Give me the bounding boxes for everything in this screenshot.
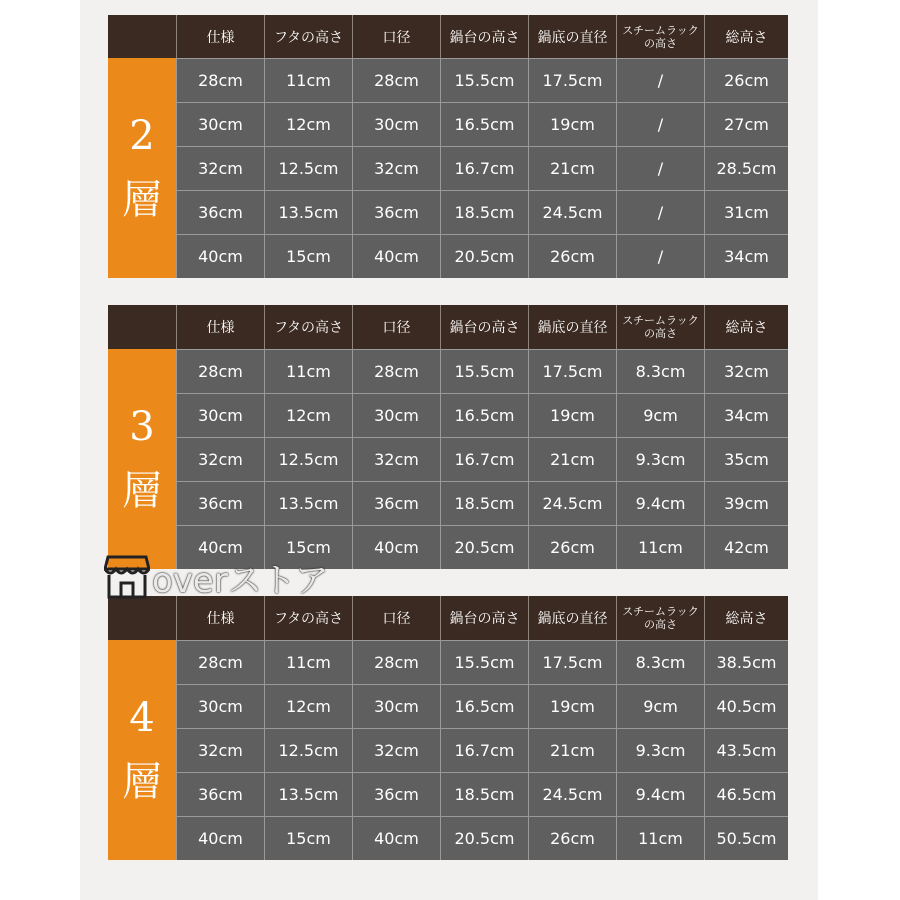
layer-label-char: 3	[129, 404, 155, 450]
column-header	[616, 596, 704, 640]
column-header-line: スチームラック	[622, 23, 699, 37]
table-cell: 31cm	[704, 190, 788, 234]
column-header-line: スチームラック	[622, 605, 699, 618]
table-cell: 15.5cm	[440, 58, 528, 102]
table-cell: 38.5cm	[704, 640, 788, 684]
table-cell: 17.5cm	[528, 640, 616, 684]
table-cell: 9cm	[616, 684, 704, 728]
table-cell: 19cm	[528, 684, 616, 728]
table-cell: 30cm	[352, 684, 440, 728]
shop-watermark	[104, 553, 329, 601]
table-cell: 43.5cm	[704, 728, 788, 772]
table-cell: 19cm	[528, 393, 616, 437]
header-corner	[108, 596, 176, 640]
table-cell: 18.5cm	[440, 190, 528, 234]
table-cell: 9.4cm	[616, 481, 704, 525]
table-cell: 9.4cm	[616, 772, 704, 816]
table-cell: 28cm	[352, 640, 440, 684]
column-header-line: の高さ	[644, 36, 677, 50]
table-cell: 11cm	[264, 640, 352, 684]
column-header: 口径	[352, 596, 440, 640]
table-cell: 36cm	[352, 481, 440, 525]
table-cell: 30cm	[352, 102, 440, 146]
table-cell: 28cm	[352, 58, 440, 102]
table-cell: 11cm	[616, 525, 704, 569]
column-header: 口径	[352, 305, 440, 349]
table-cell: 21cm	[528, 146, 616, 190]
table-cell: 12.5cm	[264, 728, 352, 772]
table-cell: 32cm	[176, 437, 264, 481]
spec-table-3-layer	[108, 305, 790, 569]
table-cell: 12.5cm	[264, 437, 352, 481]
column-header: フタの高さ	[264, 596, 352, 640]
table-cell: 26cm	[704, 58, 788, 102]
layer-label	[108, 58, 176, 278]
table-cell: 32cm	[176, 728, 264, 772]
table-cell: 9.3cm	[616, 728, 704, 772]
table-cell: 34cm	[704, 234, 788, 278]
table-cell: 12cm	[264, 684, 352, 728]
table-cell: 16.7cm	[440, 728, 528, 772]
column-header: 総高さ	[704, 305, 788, 349]
table-cell: 12cm	[264, 102, 352, 146]
column-header: 鍋台の高さ	[440, 15, 528, 58]
column-header: 仕様	[176, 596, 264, 640]
table-cell: 9.3cm	[616, 437, 704, 481]
table-cell: 30cm	[176, 684, 264, 728]
table-cell: 16.5cm	[440, 393, 528, 437]
table-cell: 40cm	[352, 525, 440, 569]
column-header-line: の高さ	[644, 618, 677, 631]
table-cell: /	[616, 190, 704, 234]
table-cell: 32cm	[176, 146, 264, 190]
layer-label-char: 層	[122, 759, 162, 805]
table-cell: 16.7cm	[440, 146, 528, 190]
table-cell: 36cm	[352, 190, 440, 234]
table-cell: /	[616, 102, 704, 146]
table-cell: 11cm	[616, 816, 704, 860]
table-cell: 28cm	[352, 349, 440, 393]
table-cell: 39cm	[704, 481, 788, 525]
column-header: 鍋台の高さ	[440, 305, 528, 349]
table-cell: 8.3cm	[616, 640, 704, 684]
table-cell: 15.5cm	[440, 349, 528, 393]
table-cell: 28.5cm	[704, 146, 788, 190]
table-cell: 36cm	[176, 190, 264, 234]
table-cell: 28cm	[176, 58, 264, 102]
layer-label-char: 層	[122, 468, 162, 514]
table-cell: 34cm	[704, 393, 788, 437]
table-cell: 30cm	[176, 393, 264, 437]
table-cell: 16.5cm	[440, 684, 528, 728]
table-cell: 9cm	[616, 393, 704, 437]
table-cell: 40cm	[176, 525, 264, 569]
table-cell: 21cm	[528, 437, 616, 481]
table-cell: 28cm	[176, 349, 264, 393]
table-cell: /	[616, 58, 704, 102]
table-cell: 11cm	[264, 349, 352, 393]
table-cell: 36cm	[352, 772, 440, 816]
table-cell: 27cm	[704, 102, 788, 146]
table-cell: 32cm	[352, 146, 440, 190]
spec-table-4-layer	[108, 596, 790, 860]
table-cell: 17.5cm	[528, 349, 616, 393]
table-cell: 16.5cm	[440, 102, 528, 146]
table-cell: 20.5cm	[440, 816, 528, 860]
table-cell: 40cm	[352, 234, 440, 278]
column-header: 鍋底の直径	[528, 596, 616, 640]
column-header	[616, 305, 704, 349]
table-cell: 24.5cm	[528, 481, 616, 525]
table-cell: 20.5cm	[440, 234, 528, 278]
table-cell: 46.5cm	[704, 772, 788, 816]
column-header: 鍋底の直径	[528, 15, 616, 58]
column-header: フタの高さ	[264, 15, 352, 58]
table-cell: 30cm	[352, 393, 440, 437]
table-cell: 40.5cm	[704, 684, 788, 728]
layer-label	[108, 349, 176, 569]
table-cell: 20.5cm	[440, 525, 528, 569]
table-cell: 8.3cm	[616, 349, 704, 393]
table-cell: 11cm	[264, 58, 352, 102]
table-cell: 30cm	[176, 102, 264, 146]
column-header-line: スチームラック	[622, 314, 699, 327]
table-cell: 36cm	[176, 772, 264, 816]
column-header: 総高さ	[704, 15, 788, 58]
column-header: 鍋台の高さ	[440, 596, 528, 640]
table-cell: 35cm	[704, 437, 788, 481]
table-cell: 21cm	[528, 728, 616, 772]
table-cell: /	[616, 234, 704, 278]
column-header: 鍋底の直径	[528, 305, 616, 349]
table-cell: 12.5cm	[264, 146, 352, 190]
table-cell: 32cm	[352, 728, 440, 772]
column-header: 仕様	[176, 305, 264, 349]
table-cell: 50.5cm	[704, 816, 788, 860]
column-header-line: の高さ	[644, 327, 677, 340]
column-header: フタの高さ	[264, 305, 352, 349]
table-cell: 36cm	[176, 481, 264, 525]
table-cell: 42cm	[704, 525, 788, 569]
column-header: 総高さ	[704, 596, 788, 640]
table-cell: 26cm	[528, 234, 616, 278]
table-cell: 16.7cm	[440, 437, 528, 481]
spec-table-2-layer	[108, 15, 790, 278]
table-cell: 18.5cm	[440, 481, 528, 525]
table-cell: 32cm	[352, 437, 440, 481]
column-header	[616, 15, 704, 58]
table-cell: 32cm	[704, 349, 788, 393]
table-cell: 15cm	[264, 234, 352, 278]
table-cell: /	[616, 146, 704, 190]
table-cell: 24.5cm	[528, 772, 616, 816]
table-cell: 15.5cm	[440, 640, 528, 684]
layer-label	[108, 640, 176, 860]
table-cell: 40cm	[176, 816, 264, 860]
layer-label-char: 層	[122, 177, 162, 223]
table-cell: 17.5cm	[528, 58, 616, 102]
table-cell: 40cm	[352, 816, 440, 860]
layer-label-char: 2	[129, 113, 155, 159]
table-cell: 15cm	[264, 816, 352, 860]
header-corner	[108, 15, 176, 58]
table-cell: 13.5cm	[264, 772, 352, 816]
table-cell: 26cm	[528, 525, 616, 569]
column-header: 仕様	[176, 15, 264, 58]
table-cell: 15cm	[264, 525, 352, 569]
table-cell: 28cm	[176, 640, 264, 684]
table-cell: 19cm	[528, 102, 616, 146]
header-corner	[108, 305, 176, 349]
table-cell: 13.5cm	[264, 190, 352, 234]
watermark-text: overストア	[152, 560, 329, 601]
layer-label-char: 4	[129, 695, 155, 741]
table-cell: 13.5cm	[264, 481, 352, 525]
table-cell: 40cm	[176, 234, 264, 278]
table-cell: 26cm	[528, 816, 616, 860]
column-header: 口径	[352, 15, 440, 58]
table-cell: 12cm	[264, 393, 352, 437]
storefront-icon	[104, 555, 150, 599]
table-cell: 24.5cm	[528, 190, 616, 234]
table-cell: 18.5cm	[440, 772, 528, 816]
